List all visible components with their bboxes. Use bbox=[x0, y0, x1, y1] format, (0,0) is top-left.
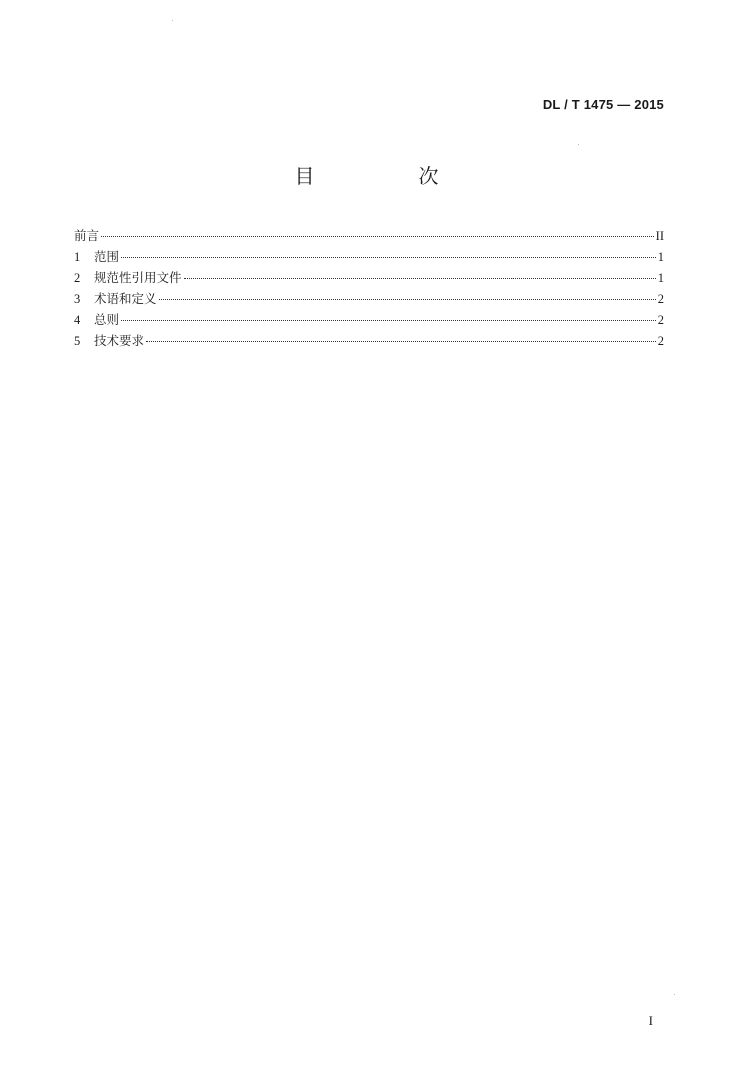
dot-leader bbox=[101, 236, 654, 237]
dot-leader bbox=[121, 320, 656, 321]
dot-leader bbox=[184, 278, 656, 279]
toc-entry-label: 范围 bbox=[94, 249, 120, 264]
scan-speck bbox=[172, 20, 173, 21]
toc-entry-label: 术语和定义 bbox=[94, 291, 157, 306]
dot-leader bbox=[146, 341, 656, 342]
scan-speck bbox=[674, 994, 675, 995]
toc-entry-label: 规范性引用文件 bbox=[94, 270, 182, 285]
toc-entry-technical-requirements[interactable] bbox=[74, 330, 664, 351]
scan-speck bbox=[512, 278, 513, 279]
toc-entry-label: 总则 bbox=[94, 312, 120, 327]
toc-entry-page: 2 bbox=[657, 334, 664, 348]
toc-entry-number: 2 bbox=[74, 271, 81, 285]
toc-title: 目 次 bbox=[294, 164, 481, 188]
table-of-contents bbox=[74, 225, 664, 351]
toc-entry-page: 1 bbox=[657, 250, 664, 264]
scan-speck bbox=[578, 144, 579, 145]
toc-entry-label: 前言 bbox=[74, 228, 100, 243]
toc-entry-number: 4 bbox=[74, 313, 81, 327]
toc-entry-number: 1 bbox=[74, 250, 81, 264]
toc-entry-page: 2 bbox=[657, 292, 664, 306]
dot-leader bbox=[159, 299, 656, 300]
toc-entry-general[interactable] bbox=[74, 309, 664, 330]
toc-entry-page: 2 bbox=[657, 313, 664, 327]
toc-entry-label: 技术要求 bbox=[94, 333, 145, 348]
toc-entry-page: 1 bbox=[657, 271, 664, 285]
toc-entry-number: 5 bbox=[74, 334, 81, 348]
toc-entry-scope[interactable] bbox=[74, 246, 664, 267]
toc-entry-page: II bbox=[655, 229, 664, 243]
toc-entry-normative-references[interactable] bbox=[74, 267, 664, 288]
page-number: I bbox=[648, 1013, 653, 1028]
toc-entry-number: 3 bbox=[74, 292, 81, 306]
toc-entry-foreword[interactable] bbox=[74, 225, 664, 246]
dot-leader bbox=[121, 257, 656, 258]
standard-code: DL / T 1475 — 2015 bbox=[542, 97, 664, 112]
toc-entry-terms-definitions[interactable] bbox=[74, 288, 664, 309]
